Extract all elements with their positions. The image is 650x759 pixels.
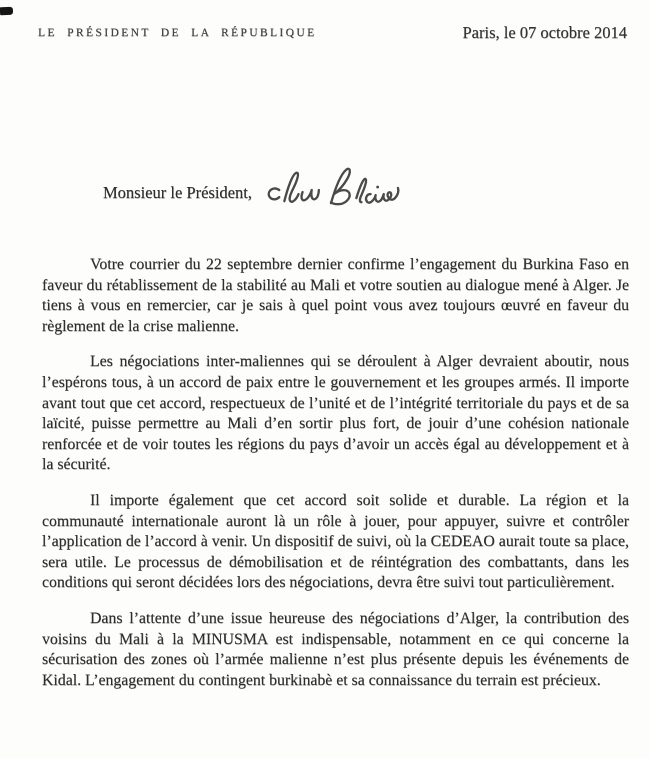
dateline: Paris, le 07 octobre 2014 bbox=[462, 23, 627, 42]
letterhead: LE PRÉSIDENT DE LA RÉPUBLIQUE bbox=[38, 27, 317, 39]
scan-artifact-mark bbox=[0, 7, 13, 15]
letter-body bbox=[42, 255, 629, 706]
body-paragraph: Votre courrier du 22 septembre dernier confirme l’engagement du Burkina Faso en faveur du rétablissement de la stabilité au Mali et votre soutien au dialogue mené à Alger. Je tiens à vous en remercier, car je sais à quel point vous avez toujours œuvré en faveur du règlement de la crise malienne. bbox=[42, 256, 629, 335]
salutation: Monsieur le Président, bbox=[103, 183, 252, 202]
body-paragraph: Les négociations inter-maliennes qui se déroulent à Alger devraient aboutir, nous l’espérons tous, à un accord de paix entre le gouvernement et les groupes armés. Il importe avant tout que cet accord, respectueux de l’unité et de l’intégrité territoriale du pays et de sa laïcité, puisse permettre au Mali d’en sortir plus fort, de jouir d’une cohésion nationale renforcée et de voir toutes les régions du pays d’avoir un accès égal au développement et à la sécurité. bbox=[42, 353, 629, 474]
body-paragraph: Dans l’attente d’une issue heureuse des négociations d’Alger, la contribution des voisins du Mali à la MINUSMA est indispensable, notamment en ce qui concerne la sécurisation des zones où l’armée malienne n’est plus présente depuis les événements de Kidal. L’engagement du contingent burkinabè et sa connaissance du terrain est précieux. bbox=[42, 609, 629, 689]
handwritten-note bbox=[260, 156, 402, 220]
body-paragraph: Il importe également que cet accord soit solide et durable. La région et la communauté internationale auront là un rôle à jouer, pour appuyer, suivre et contrôler l’application de l’accord à venir. Un dispositif de suivi, où la CEDEAO aurait toute sa place, sera utile. Le processus de démobilisation et de réintégration des combattants, dans les conditions qui seront décidées lors des négociations, devra être suivi tout particulièrement. bbox=[42, 491, 629, 592]
handwriting-scribble-icon bbox=[260, 156, 402, 220]
